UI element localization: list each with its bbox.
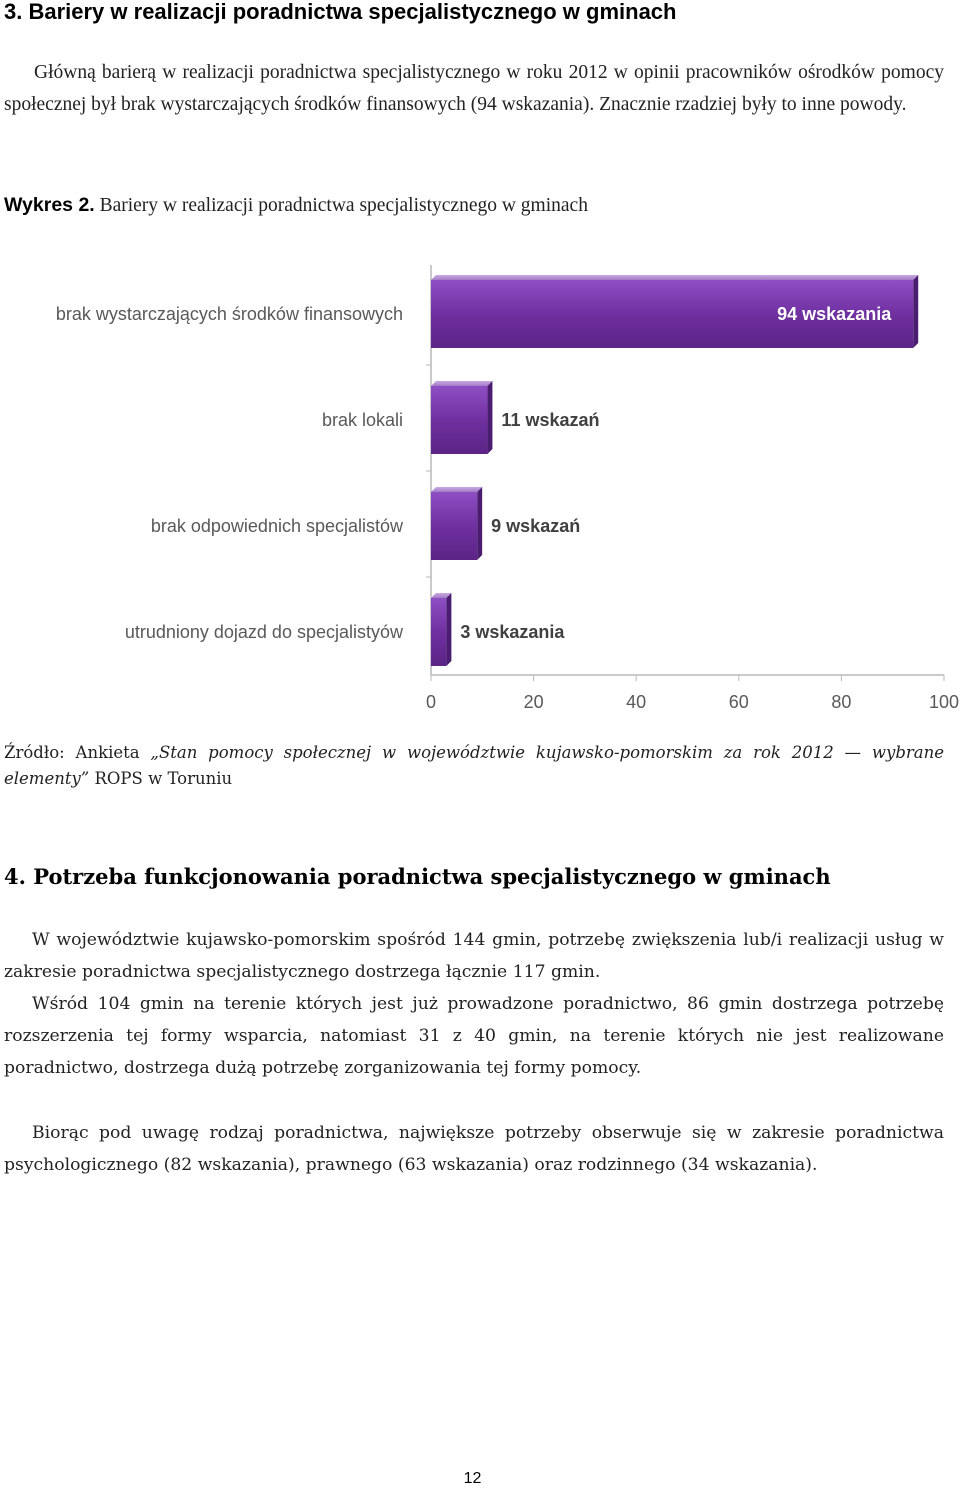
section-3-paragraph (4, 57, 944, 121)
figure-title: Bariery w realizacji poradnictwa specjalistycznego w gminach (99, 195, 588, 216)
section-4-paragraph-1 (4, 924, 944, 988)
bar (431, 386, 487, 454)
section-4-heading: 4. Potrzeba funkcjonowania poradnictwa specjalistycznego w gminach (4, 864, 831, 889)
x-tick-label: 60 (728, 692, 749, 712)
source-suffix: ROPS w Toruniu (89, 769, 233, 788)
section-4-p1-text: W województwie kujawsko-pomorskim spośród 144 gmin, potrzebę zwiększenia lub/i realizacji usług w zakresie poradnictwa specjalistycznego dostrzega łącznie 117 gmin. (4, 930, 944, 982)
data-label: 9 wskazań (491, 516, 581, 536)
section-4-paragraph-3 (4, 1117, 944, 1181)
barriers-bar-chart (0, 255, 960, 720)
data-label: 94 wskazania (777, 304, 892, 324)
category-label: utrudniony dojazd do specjalistyów (124, 622, 403, 642)
bar-top-face (431, 487, 482, 492)
section-4-p3-text: Biorąc pod uwagę rodzaj poradnictwa, największe potrzeby obserwuje się w zakresie poradnictwa psychologicznego (82 wskazania), prawnego (63 wskazania) oraz rodzinnego (34 wskazania). (4, 1123, 944, 1175)
category-label: brak wystarczających środków finansowych (55, 304, 403, 324)
section-3-heading: 3. Bariery w realizacji poradnictwa specjalistycznego w gminach (4, 0, 677, 24)
bar-top-face (431, 381, 492, 386)
section-4-paragraph-2 (4, 988, 944, 1084)
bar-top-face (431, 275, 918, 280)
source-prefix: Źródło: Ankieta (4, 743, 151, 762)
category-label: brak lokali (321, 410, 403, 430)
x-tick-label: 100 (928, 692, 960, 712)
figure-source (4, 740, 944, 792)
x-tick-label: 40 (626, 692, 647, 712)
bar-side-face (487, 381, 492, 454)
page-number: 12 (463, 1470, 482, 1487)
data-label: 3 wskazania (460, 622, 565, 642)
section-3-paragraph-text: Główną barierą w realizacji poradnictwa specjalistycznego w roku 2012 w opinii pracowników ośrodków pomocy społecznej był brak wystarczających środków finansowych (94 wskazania). Znacznie rzadziej były to inne powody. (4, 62, 944, 115)
bar-side-face (477, 487, 482, 560)
category-label: brak odpowiednich specjalistów (150, 516, 403, 536)
figure-label: Wykres 2. (4, 194, 95, 216)
chart-plot-area (56, 265, 959, 712)
bar (431, 492, 477, 560)
x-tick-label: 0 (425, 692, 437, 712)
bar-side-face (446, 593, 451, 666)
figure-caption (4, 190, 588, 221)
x-tick-label: 20 (523, 692, 544, 712)
bar-side-face (913, 275, 918, 348)
source-survey-title: „Stan pomocy społecznej w województwie kujawsko-pomorskim za rok 2012 — wybrane elementy” (4, 743, 944, 788)
x-tick-label: 80 (831, 692, 852, 712)
data-label: 11 wskazań (501, 410, 600, 430)
section-4-p2-text: Wśród 104 gmin na terenie których jest już prowadzone poradnictwo, 86 gmin dostrzega potrzebę rozszerzenia tej formy wsparcia, natomiast 31 z 40 gmin, na terenie których nie jest realizowane poradnictwo, dostrzega dużą potrzebę zorganizowania tej formy pomocy. (4, 994, 944, 1078)
bar (431, 598, 446, 666)
